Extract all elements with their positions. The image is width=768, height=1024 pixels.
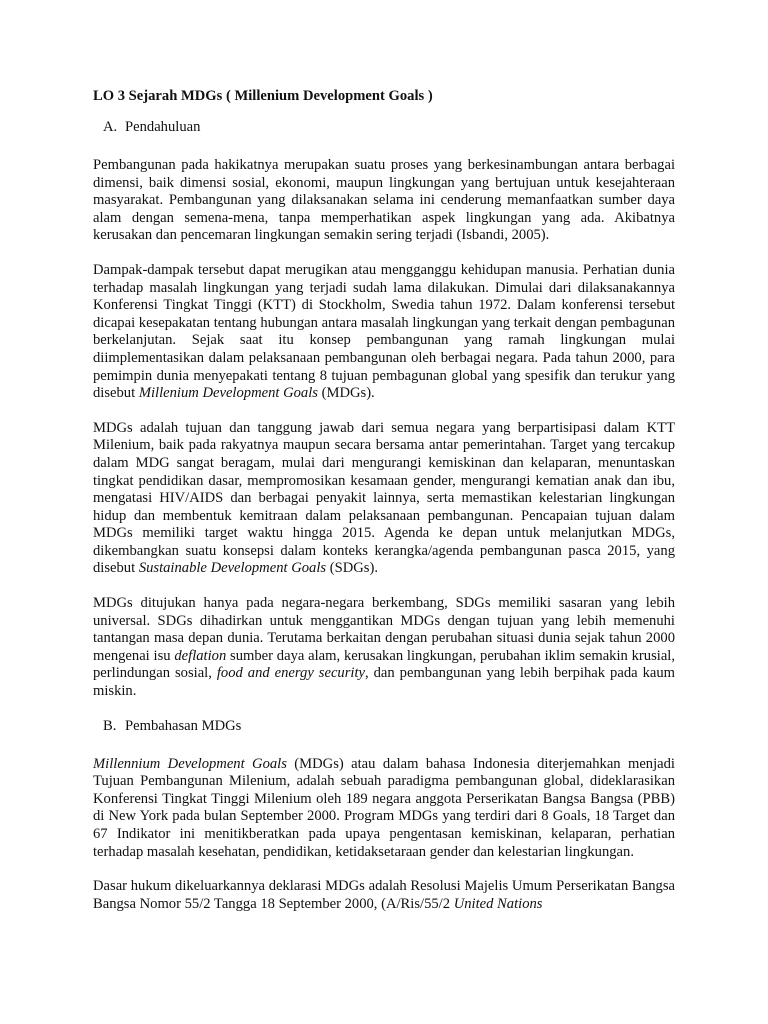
paragraph-text: Dasar hukum dikeluarkannya deklarasi MDGs adalah Resolusi Majelis Umum Perserikatan Bangsa Bangsa Nomor 55/2 Tangga 18 September 2000, (A/Ris/55/2 — [93, 878, 675, 912]
section-heading-text: Pembahasan MDGs — [125, 717, 242, 734]
section-heading-text: Pendahuluan — [125, 119, 201, 135]
paragraph — [93, 595, 675, 701]
section-letter: A. — [103, 119, 118, 135]
italic-term: Sustainable Development Goals — [138, 560, 327, 577]
italic-term: Millennium Development Goals — [93, 755, 287, 772]
paragraph-text: MDGs ditujukan hanya pada negara-negara berkembang, SDGs memiliki sasaran yang lebih universal. SDGs dihadirkan untuk menggantikan MDGs dengan tujuan yang lebih memenuhi tantangan masa depan dunia. Terutama berkaitan dengan perubahan situasi dunia sejak tahun 2000 mengenai isu — [93, 595, 675, 664]
paragraph-text: (MDGs). — [317, 385, 375, 402]
paragraph — [93, 878, 675, 913]
paragraph-text: MDGs adalah tujuan dan tanggung jawab dari semua negara yang berpartisipasi dalam KTT Milenium, baik pada rakyatnya maupun secara bersama antar pemerintahan. Target yang tercakup dalam MDG sangat beragam, mulai dari mengurangi kemiskinan dan kelaparan, menuntaskan tingkat pendidikan dasar, mempromosikan kesamaan gender, mengurangi kematian anak dan ibu, mengatasi HIV/AIDS dan berbagai penyakit lainnya, serta memastikan kelestarian lingkungan hidup dan membentuk kemitraan dalam pelaksanaan pembangunan. Pencapaian tujuan dalam MDGs memiliki target waktu hingga 2015. Agenda ke depan untuk melanjutkan MDGs, dikembangkan suatu konsepsi dalam konteks kerangka/agenda pembangunan pasca 2015, yang disebut — [93, 419, 675, 577]
document-title: LO 3 Sejarah MDGs ( Millenium Development Goals ) — [93, 88, 433, 104]
paragraph — [93, 157, 675, 245]
document-content — [93, 88, 675, 913]
paragraph — [93, 262, 675, 403]
section-letter: B. — [103, 717, 117, 734]
italic-term: food and energy security — [216, 665, 365, 682]
section-heading-a — [93, 119, 675, 137]
paragraph — [93, 756, 675, 862]
italic-term: United Nations — [453, 895, 543, 912]
italic-term: deflation — [174, 647, 227, 664]
italic-term: Millenium Development Goals — [138, 385, 318, 402]
paragraph-text: Dampak-dampak tersebut dapat merugikan atau mengganggu kehidupan manusia. Perhatian dunia terhadap masalah lingkungan yang terjadi sudah lama dilakukan. Dimulai dari dilaksanakannya Konferensi Tingkat Tinggi (KTT) di Stockholm, Swedia tahun 1972. Dalam konferensi tersebut dicapai kesepakatan tentang hubungan antara masalah lingkungan yang terkait dengan pembagunan berkelanjutan. Sejak saat itu konsep pembangunan yang ramah lingkungan mulai diimplementasikan dalam pelaksanaan pembangunan oleh berbagai negara. Pada tahun 2000, para pemimpin dunia menyepakati tentang 8 tujuan pembagunan global yang spesifik dan terukur yang disebut — [93, 261, 675, 402]
section-heading-b — [93, 718, 675, 736]
paragraph-text: (SDGs). — [326, 560, 378, 577]
paragraph-text: sumber daya alam, kerusakan lingkungan, perubahan iklim semakin krusial, perlindungan sosial, — [93, 647, 675, 682]
paragraph-text: , dan pembangunan yang lebih berpihak pada kaum miskin. — [93, 665, 675, 700]
paragraph-text: (MDGs) atau dalam bahasa Indonesia diterjemahkan menjadi Tujuan Pembangunan Milenium, adalah sebuah paradigma pembangunan global, dideklarasikan Konferensi Tingkat Tinggi Milenium oleh 189 negara anggota Perserikatan Bangsa Bangsa (PBB) di New York pada bulan September 2000. Program MDGs yang terdiri dari 8 Goals, 18 Target dan 67 Indikator ini menitikberatkan pada upaya pengentasan kemiskinan, kelaparan, perhatian terhadap masalah kesehatan, pendidikan, ketidaksetaraan gender dan kelestarian lingkungan. — [93, 755, 675, 860]
paragraph-text: Pembangunan pada hakikatnya merupakan suatu proses yang berkesinambungan antara berbagai dimensi, baik dimensi sosial, ekonomi, maupun lingkungan yang bertujuan untuk kesejahteraan masyarakat. Pembangunan yang dilaksanakan selama ini cenderung memanfaatkan sumber daya alam dengan semena-mena, tanpa memperhatikan aspek lingkungan yang ada. Akibatnya kerusakan dan pencemaran lingkungan semakin sering terjadi (Isbandi, 2005). — [93, 157, 675, 244]
paragraph — [93, 420, 675, 578]
